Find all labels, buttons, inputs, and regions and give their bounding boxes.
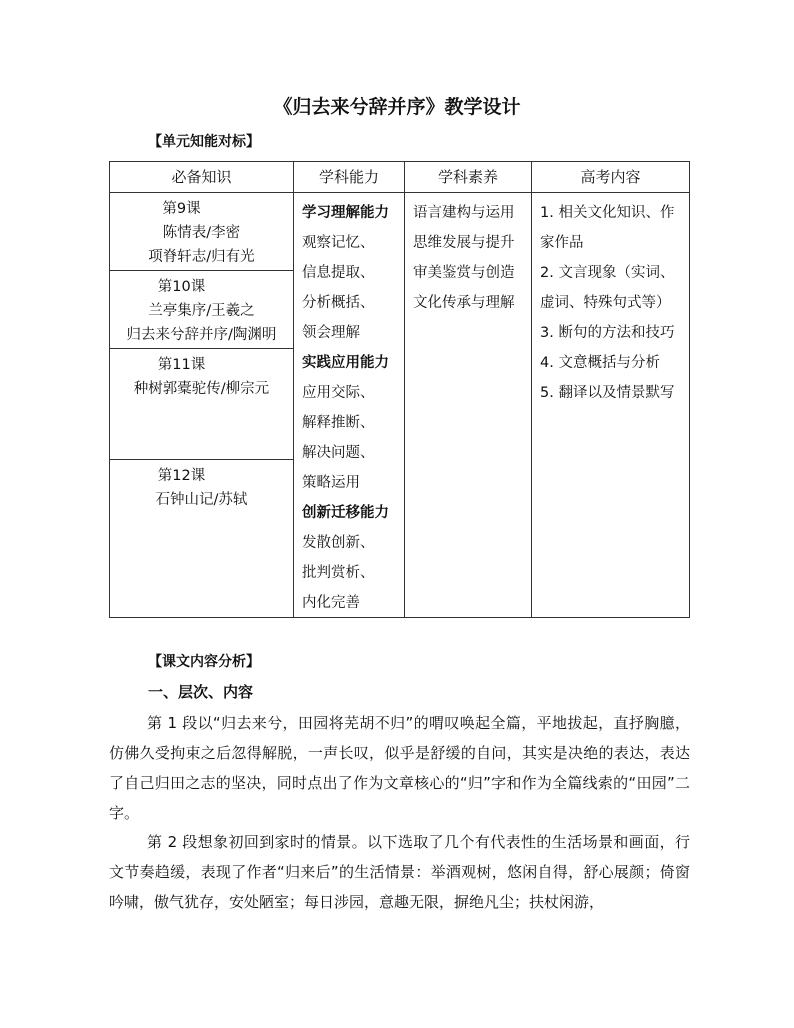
lesson-item: 兰亭集序/王羲之 bbox=[148, 303, 255, 319]
page-title: 《归去来兮辞并序》教学设计 bbox=[273, 96, 521, 118]
lesson-number: 第12课 bbox=[157, 468, 206, 484]
lesson-item: 项脊轩志/归有光 bbox=[148, 249, 255, 265]
header-literacy: 学科素养 bbox=[405, 162, 531, 193]
section-unit-heading: 【单元知能对标】 bbox=[148, 134, 260, 150]
exam-item: 4. 文意概括与分析 bbox=[540, 355, 660, 371]
column-ability bbox=[294, 162, 405, 617]
ability-item: 解决问题、 bbox=[302, 445, 375, 461]
paragraph-2: 第 2 段想象初回到家时的情景。以下选取了几个有代表性的生活场景和画面，行文节奏趋缓，表现了作者“归来后”的生活情景：举酒观树，悠闲自得，舒心展颜；倚窗吟啸，傲气犹存，安处陋室；每日涉园，意趣无限，摒绝凡尘；扶杖闲游， bbox=[109, 833, 690, 911]
literacy-item: 文化传承与理解 bbox=[413, 295, 515, 311]
subheading-structure: 一、层次、内容 bbox=[148, 683, 254, 701]
ability-item: 发散创新、 bbox=[302, 535, 375, 551]
header-ability: 学科能力 bbox=[294, 162, 404, 193]
exam-item: 家作品 bbox=[540, 235, 584, 251]
exam-item: 3. 断句的方法和技巧 bbox=[540, 325, 675, 341]
exam-list bbox=[532, 193, 689, 408]
ability-item: 解释推断、 bbox=[302, 415, 375, 431]
ability-item: 批判赏析、 bbox=[302, 565, 375, 581]
ability-item: 信息提取、 bbox=[302, 265, 375, 281]
ability-list bbox=[294, 193, 404, 618]
paragraph-1: 第 1 段以“归去来兮，田园将芜胡不归”的喟叹唤起全篇，平地拔起，直抒胸臆，仿佛久受拘束之后忽得解脱，一声长叹，似乎是舒缓的自问，其实是决绝的表达，表达了自己归田之志的坚决，同时点出了作为文章核心的“归”字和作为全篇线索的“田园”二字。 bbox=[109, 714, 690, 822]
column-knowledge bbox=[110, 162, 294, 617]
section-analysis-heading: 【课文内容分析】 bbox=[148, 654, 260, 670]
lesson-item: 陈情表/李密 bbox=[162, 225, 241, 241]
ability-category: 学习理解能力 bbox=[302, 205, 389, 221]
lesson-number: 第11课 bbox=[157, 357, 206, 373]
lesson-11-cell bbox=[110, 349, 293, 460]
exam-item: 2. 文言现象（实词、 bbox=[540, 265, 675, 281]
lesson-item: 种树郭橐驼传/柳宗元 bbox=[133, 381, 270, 397]
lesson-number: 第9课 bbox=[162, 201, 201, 217]
exam-item: 虚词、特殊句式等） bbox=[540, 295, 671, 311]
literacy-item: 审美鉴赏与创造 bbox=[413, 265, 515, 281]
unit-table bbox=[109, 161, 690, 618]
exam-item: 1. 相关文化知识、作 bbox=[540, 205, 675, 221]
ability-item: 观察记忆、 bbox=[302, 235, 375, 251]
exam-item: 5. 翻译以及情景默写 bbox=[540, 385, 675, 401]
literacy-item: 语言建构与运用 bbox=[413, 205, 515, 221]
ability-item: 领会理解 bbox=[302, 325, 360, 341]
literacy-list bbox=[405, 193, 531, 318]
column-literacy bbox=[405, 162, 532, 617]
ability-item: 策略运用 bbox=[302, 475, 360, 491]
column-exam bbox=[532, 162, 689, 617]
lesson-12-cell bbox=[110, 460, 293, 540]
lesson-item: 归去来兮辞并序/陶渊明 bbox=[126, 327, 277, 343]
lesson-number: 第10课 bbox=[157, 279, 206, 295]
lesson-10-cell bbox=[110, 271, 293, 349]
lesson-item: 石钟山记/苏轼 bbox=[155, 492, 248, 508]
header-knowledge: 必备知识 bbox=[110, 162, 293, 193]
ability-item: 分析概括、 bbox=[302, 295, 375, 311]
header-exam: 高考内容 bbox=[532, 162, 689, 193]
literacy-item: 思维发展与提升 bbox=[413, 235, 515, 251]
ability-category: 创新迁移能力 bbox=[302, 505, 389, 521]
ability-category: 实践应用能力 bbox=[302, 355, 389, 371]
ability-item: 应用交际、 bbox=[302, 385, 375, 401]
lesson-9-cell bbox=[110, 193, 293, 271]
ability-item: 内化完善 bbox=[302, 595, 360, 611]
